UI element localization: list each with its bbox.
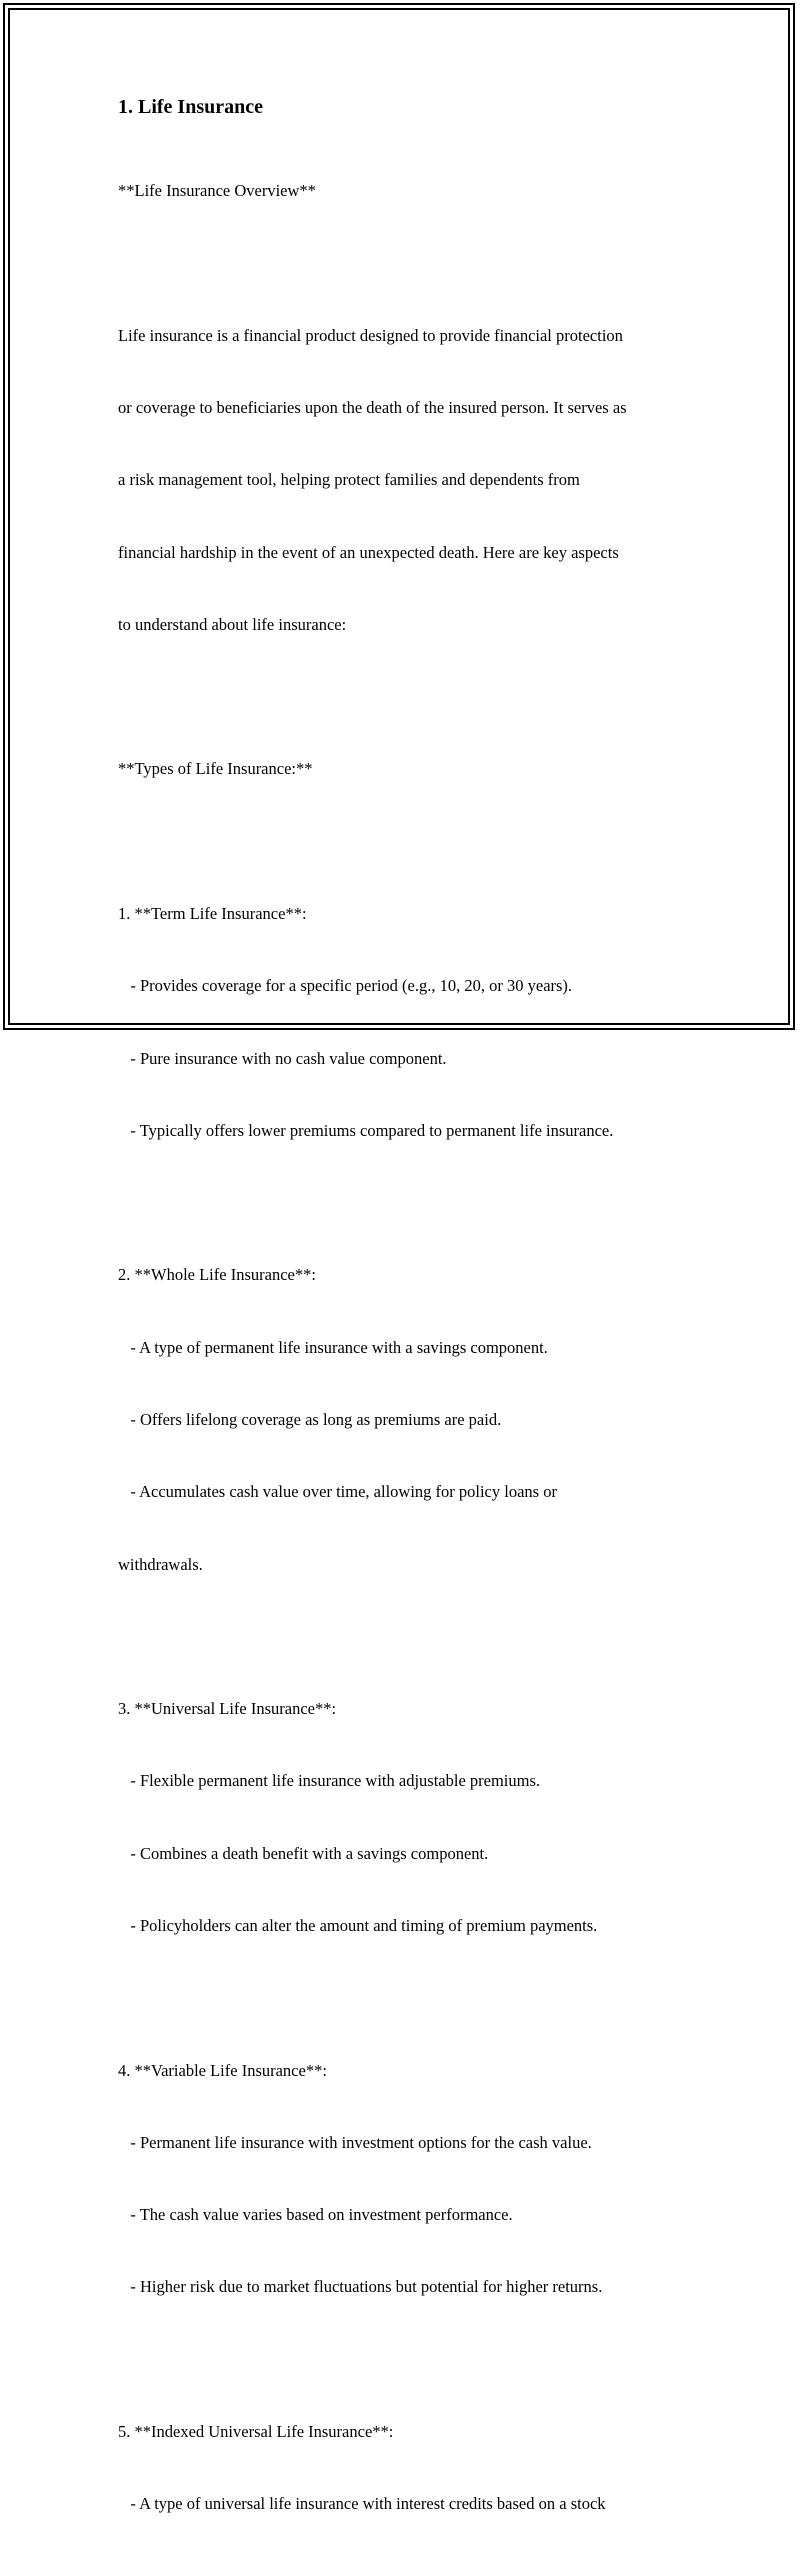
text-line: to understand about life insurance: — [118, 614, 347, 634]
text-line — [118, 1986, 708, 2010]
text-line: a risk management tool, helping protect families and dependents from — [118, 470, 580, 490]
text-line: - Combines a death benefit with a savings component. — [118, 1843, 489, 1863]
document-title: 1. Life Insurance — [118, 96, 263, 118]
text-line: - A type of universal life insurance with interest credits based on a stock — [118, 2494, 606, 2514]
text-line: - Provides coverage for a specific period (e.g., 10, 20, or 30 years). — [118, 976, 573, 996]
text-line: or coverage to beneficiaries upon the death of the insured person. It serves as — [118, 398, 627, 418]
text-line — [118, 1625, 708, 1649]
text-line: **Life Insurance Overview** — [118, 181, 316, 201]
text-line: 5. **Indexed Universal Life Insurance**: — [118, 2421, 394, 2441]
document-body — [118, 131, 708, 2564]
text-line: **Types of Life Insurance:** — [118, 759, 313, 779]
text-line — [118, 2348, 708, 2372]
document-page — [118, 93, 708, 2564]
text-line: - Flexible permanent life insurance with adjustable premiums. — [118, 1771, 541, 1791]
text-line — [118, 1191, 708, 1215]
text-line: 3. **Universal Life Insurance**: — [118, 1699, 337, 1719]
text-line: - Policyholders can alter the amount and timing of premium payments. — [118, 1915, 598, 1935]
text-line: - Typically offers lower premiums compared to permanent life insurance. — [118, 1120, 614, 1140]
text-line: 2. **Whole Life Insurance**: — [118, 1265, 316, 1285]
text-line: 1. **Term Life Insurance**: — [118, 904, 307, 923]
text-line: - The cash value varies based on investment performance. — [118, 2205, 513, 2225]
text-line: - Offers lifelong coverage as long as premiums are paid. — [118, 1409, 502, 1429]
text-line: - Permanent life insurance with investment options for the cash value. — [118, 2132, 592, 2152]
text-line: - A type of permanent life insurance with a savings component. — [118, 1337, 548, 1357]
text-line: - Pure insurance with no cash value component. — [118, 1048, 447, 1068]
text-line: 4. **Variable Life Insurance**: — [118, 2060, 327, 2080]
text-line: - Higher risk due to market fluctuations but potential for higher returns. — [118, 2277, 603, 2297]
text-line — [118, 685, 708, 709]
text-line — [118, 830, 708, 854]
text-line: - Accumulates cash value over time, allowing for policy loans or — [118, 1482, 557, 1502]
text-line: withdrawals. — [118, 1554, 203, 1574]
text-line: Life insurance is a financial product designed to provide financial protection — [118, 325, 623, 345]
text-line — [118, 251, 708, 275]
text-line: financial hardship in the event of an unexpected death. Here are key aspects — [118, 542, 619, 562]
